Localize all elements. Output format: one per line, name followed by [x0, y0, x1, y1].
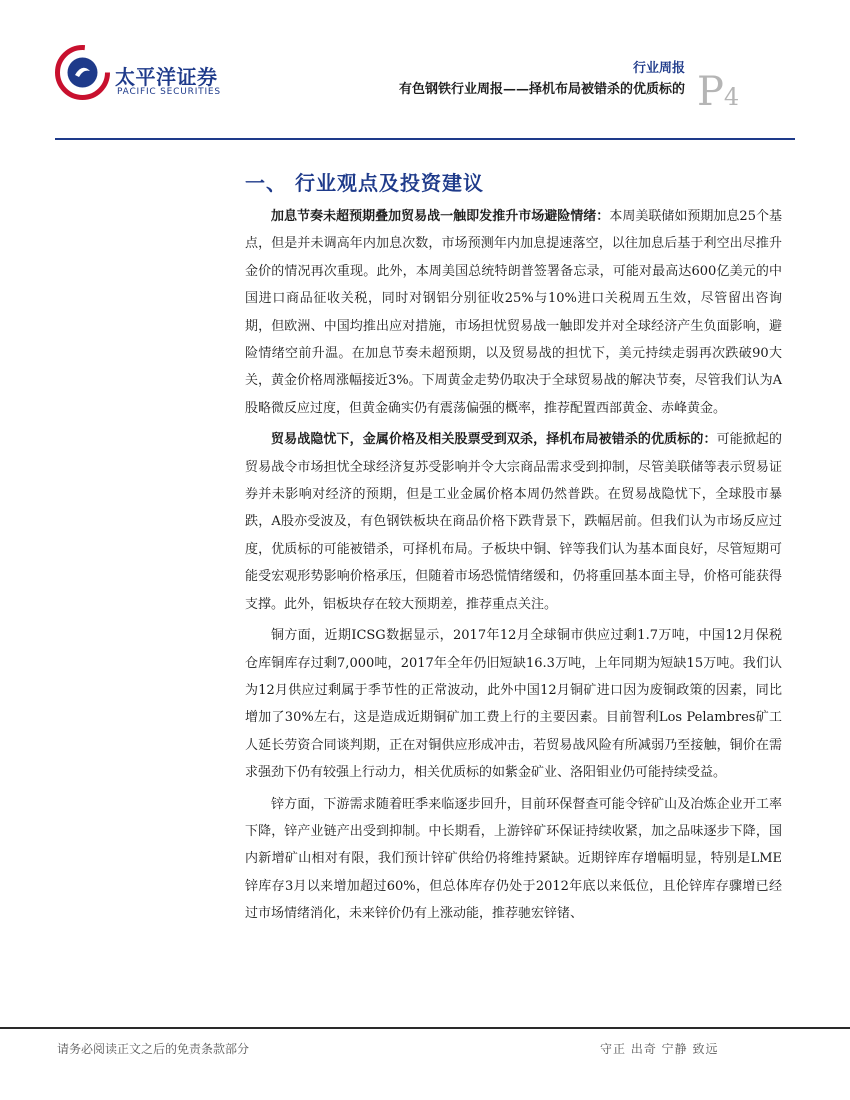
pacific-securities-logo-icon — [55, 45, 110, 100]
page-digit: 4 — [723, 83, 740, 111]
header-divider — [55, 138, 795, 140]
page-number — [697, 68, 739, 121]
paragraph-lead: 加息节奏未超预期叠加贸易战一触即发推升市场避险情绪： — [271, 209, 610, 224]
logo-english-text: PACIFIC SECURITIES — [117, 87, 221, 97]
paragraph-lead: 贸易战隐忧下，金属价格及相关股票受到双杀，择机布局被错杀的优质标的： — [271, 432, 717, 448]
footer-divider — [0, 1027, 850, 1029]
report-category: 行业周报 — [632, 61, 685, 76]
header-titles — [399, 60, 685, 100]
section-heading: 一、 行业观点及投资建议 — [245, 171, 484, 195]
report-title: 有色钢铁行业周报——择机布局被错杀的优质标的 — [398, 82, 685, 97]
company-logo — [55, 45, 255, 105]
paragraph — [245, 791, 782, 928]
footer-motto: 守正 出奇 宁静 致远 — [600, 1042, 719, 1056]
paragraph-body: 铜方面，近期ICSG数据显示，2017年12月全球铜市供应过剩1.7万吨，中国12月保税仓库铜库存过剩7,000吨，2017年全年仍旧短缺16.3万吨，上年同期为短缺15万吨。我们认为12月供应过剩属于季节性的正常波动，此外中国12月铜矿进口因为废铜政策的因素，同比增加了30%左右，这是造成近期铜矿加工费上行的主要因素。目前智利Los Pelambres矿工人延长劳资合同谈判期，正在对铜供应形成冲击，若贸易战风险有所减弱乃至接触，铜价在需求强劲下仍有较强上行动力，相关优质标的如紫金矿业、洛阳钼业仍可能持续受益。 — [245, 628, 782, 781]
page-letter: P — [697, 69, 724, 115]
paragraph — [245, 203, 782, 422]
paragraph-body: 本周美联储如预期加息25个基点，但是并未调高年内加息次数，市场预测年内加息提速落空，以往加息后基于利空出尽推升金价的情况再次重现。此外，本周美国总统特朗普签署备忘录，可能对最高达600亿美元的中国进口商品征收关税，同时对钢铝分别征收25%与10%进口关税周五生效，尽管留出咨询期，但欧洲、中国均推出应对措施，市场担忧贸易战一触即发并对全球经济产生负面影响，避险情绪空前升温。在加息节奏未超预期，以及贸易战的担忧下，美元持续走弱再次跌破90大关，黄金价格周涨幅接近3%。下周黄金走势仍取决于全球贸易战的解决节奏，尽管我们认为A股略微反应过度，但黄金确实仍有震荡偏强的概率，推荐配置西部黄金、赤峰黄金。 — [245, 209, 783, 416]
paragraph — [245, 622, 782, 786]
paragraph — [245, 426, 782, 618]
paragraph-body: 锌方面，下游需求随着旺季来临逐步回升，目前环保督查可能令锌矿山及冶炼企业开工率下降，锌产业链产出受到抑制。中长期看，上游锌矿环保证持续收紧，加之品味逐步下降，国内新增矿山相对有限，我们预计锌矿供给仍将维持紧缺。近期锌库存增幅明显，特别是LME锌库存3月以来增加超过60%，但总体库存仍处于2012年底以来低位，且伦锌库存骤增已经过市场情绪消化，未来锌价仍有上涨动能，推荐驰宏锌锗、 — [245, 796, 782, 922]
page-header — [0, 0, 850, 145]
paragraph-body: 可能掀起的贸易战令市场担忧全球经济复苏受影响并令大宗商品需求受到抑制，尽管美联储等表示贸易证券并未影响对经济的预期，但是工业金属价格本周仍然普跌。在贸易战隐忧下，全球股市暴跌，A股亦受波及，有色钢铁板块在商品价格下跌背景下，跌幅居前。但我们认为市场反应过度，优质标的可能被错杀，可择机布局。子板块中铜、锌等我们认为基本面良好，尽管短期可能受宏观形势影响价格承压，但随着市场恐慌情绪缓和，仍将重回基本面主导，价格可能获得支撑。此外，铝板块存在较大预期差，推荐重点关注。 — [245, 432, 782, 612]
footer-disclaimer: 请务必阅读正文之后的免责条款部分 — [57, 1042, 250, 1056]
logo-chinese-text: 太平洋证券 — [115, 65, 218, 89]
body-content — [245, 203, 782, 932]
